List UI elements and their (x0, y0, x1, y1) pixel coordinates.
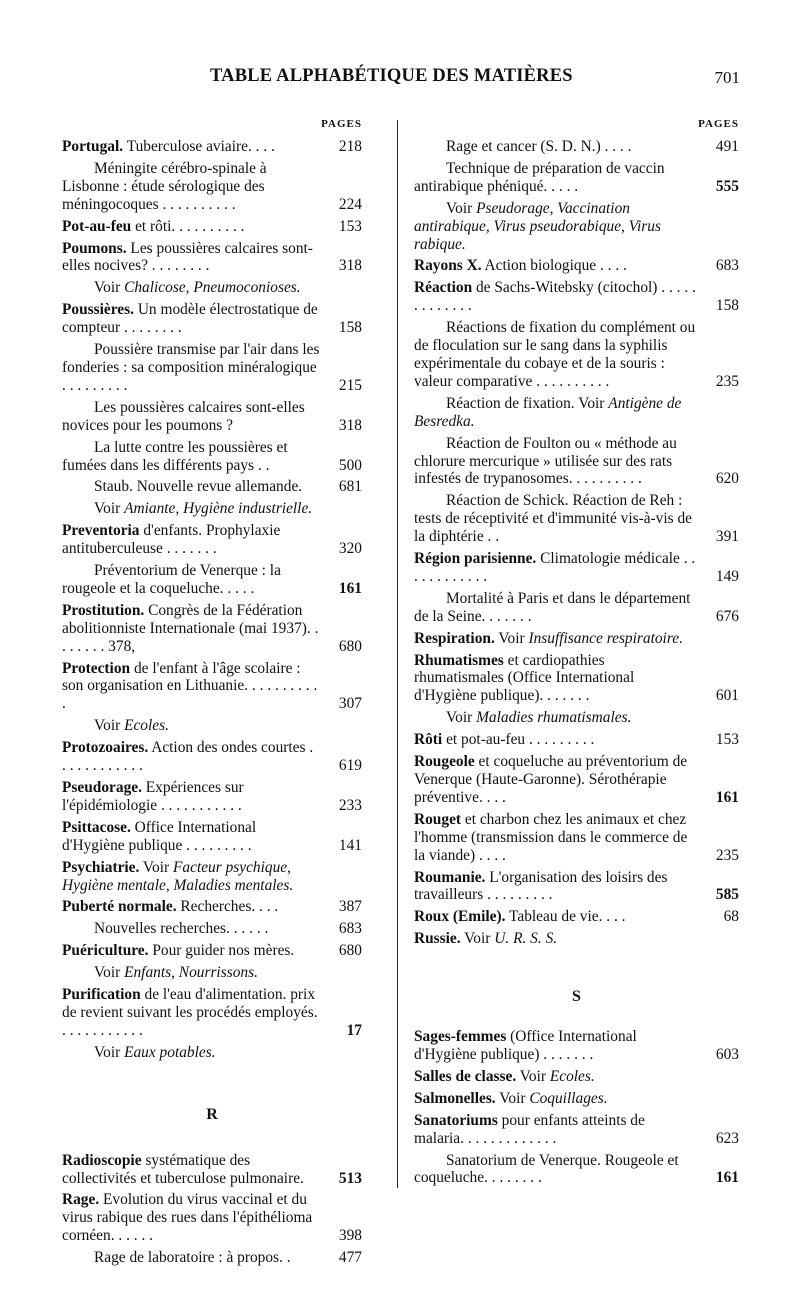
entry-description: pour enfants atteints de malaria. . . . . . . . . . . . . (414, 1111, 645, 1147)
entry-text (414, 652, 697, 706)
index-entry (62, 562, 362, 598)
index-entry (62, 138, 362, 156)
entry-text (414, 908, 697, 926)
entry-keyword: Pot-au-feu (62, 217, 132, 235)
entry-description: et pot-au-feu . . . . . . . . . (442, 731, 595, 749)
entry-keyword: Puériculture. (62, 942, 149, 960)
entry-keyword: Russie. (414, 930, 461, 948)
entry-keyword: Puberté normale. (62, 898, 177, 916)
entry-text (414, 160, 697, 196)
index-entry (414, 869, 739, 905)
page-title: TABLE ALPHABÉTIQUE DES MATIÈRES (210, 66, 573, 86)
entry-keyword: Prostitution. (62, 601, 145, 619)
entry-text (414, 1028, 697, 1064)
entry-page-number: 683 (715, 257, 739, 275)
index-entry (414, 279, 739, 315)
entry-text (414, 1112, 697, 1148)
index-entry (62, 717, 362, 735)
index-entry (414, 1112, 739, 1148)
entry-text (414, 753, 697, 807)
entry-text (414, 395, 697, 431)
entry-description: Climatologie médicale . . . . . . . . . . . . (414, 550, 696, 585)
entry-text (62, 819, 320, 855)
entry-text (62, 522, 320, 558)
entry-keyword: Radioscopie (62, 1151, 142, 1169)
entry-keyword: Psychiatrie. (62, 858, 140, 876)
index-entry (62, 160, 362, 214)
entry-text (414, 138, 697, 156)
index-entry (414, 200, 739, 254)
entry-description: Préventorium de Venerque : la rougeole et la coqueluche. . . . . (62, 562, 281, 597)
left-column (62, 116, 362, 1267)
entry-description: Technique de préparation de vaccin antirabique phéniqué. . . . . (414, 159, 665, 195)
index-entry (414, 1090, 739, 1108)
entry-text (414, 550, 697, 586)
entry-description: et cardiopathies rhumatismales (Office International d'Hygiène publique). . . . . . . (414, 651, 635, 705)
entry-page-number: 318 (338, 257, 362, 275)
entry-page-number: 387 (338, 898, 362, 916)
entry-description: Action des ondes courtes . . . . . . . . . . . . (62, 739, 314, 775)
entry-text (414, 930, 697, 948)
index-entry (414, 1028, 739, 1064)
entry-list (62, 138, 362, 1062)
entry-description: Voir (94, 1043, 125, 1061)
entry-text (62, 439, 320, 475)
entry-description: Staub. Nouvelle revue allemande. (94, 478, 303, 496)
entry-page-number: 681 (338, 478, 362, 496)
index-entry (62, 660, 362, 714)
entry-page-number: 680 (338, 942, 362, 960)
entry-page-number: 141 (338, 836, 362, 854)
entry-text (414, 1090, 697, 1108)
entry-keyword: Sages-femmes (414, 1028, 507, 1046)
page-number: 701 (714, 68, 740, 87)
index-entry (414, 550, 739, 586)
entry-description: Réaction de fixation. Voir (446, 394, 609, 412)
entry-description: Voir (494, 629, 529, 647)
entry-text (414, 811, 697, 865)
entry-keyword: Portugal. (62, 138, 124, 155)
column-divider (397, 120, 398, 1188)
entry-page-number: 149 (715, 567, 739, 585)
entry-text (414, 492, 697, 546)
entry-description: Mortalité à Paris et dans le département de la Seine. . . . . . . (414, 589, 691, 625)
entry-description: Rage de laboratoire : à propos. . (94, 1249, 291, 1267)
entry-description: Recherches. . . . (176, 898, 279, 916)
entry-page-number: 398 (338, 1227, 362, 1245)
index-entry (62, 240, 362, 276)
entry-text (62, 1249, 320, 1267)
entry-page-number: 17 (346, 1021, 362, 1039)
entry-text (62, 279, 320, 297)
index-entry (62, 920, 362, 938)
entry-text (414, 590, 697, 626)
entry-text (62, 779, 320, 815)
entry-description: et charbon chez les animaux et chez l'homme (transmission dans le commerce de la viande) . . . . (414, 810, 688, 864)
entry-description: Expériences sur l'épidémiologie . . . . . . . . . . . (62, 779, 244, 814)
entry-description: d'enfants. Prophylaxie antituberculeuse . . . . . . . (62, 522, 281, 558)
entry-keyword: Rôti (414, 731, 443, 749)
entry-text (414, 279, 697, 315)
index-entry (414, 435, 739, 489)
entry-description: Voir (94, 964, 125, 982)
entry-description: Pour guider nos mères. (148, 942, 295, 960)
index-entry (62, 779, 362, 815)
entry-page-number: 601 (715, 687, 739, 705)
entry-page-number: 603 (715, 1045, 739, 1063)
entry-page-number: 68 (723, 908, 739, 926)
entry-keyword: Réaction (414, 279, 473, 297)
entry-keyword: Sanatoriums (414, 1111, 498, 1129)
entry-page-number: 218 (338, 138, 362, 155)
entry-see-also: Eaux potables. (124, 1043, 216, 1061)
entry-see-also: Pseudorage, Vaccination antirabique, Virus pseudorabique, Virus rabique. (414, 199, 661, 253)
entry-see-also: Insuffisance respiratoire. (528, 629, 683, 647)
entry-description: Méningite cérébro-spinale à Lisbonne : étude sérologique des méningocoques . . . . . . . . . . (62, 159, 267, 213)
entry-list (414, 138, 739, 948)
entry-keyword: Poumons. (62, 239, 127, 257)
entry-see-also: Ecoles. (124, 717, 169, 735)
entry-keyword: Respiration. (414, 629, 495, 647)
index-entry (414, 257, 739, 275)
entry-page-number: 235 (715, 846, 739, 864)
index-entry (414, 908, 739, 926)
index-entry (62, 522, 362, 558)
entry-text (62, 739, 320, 775)
entry-see-also: Facteur psychique, Hygiène mentale, Maladies mentales. (62, 858, 294, 894)
index-entry (62, 819, 362, 855)
index-entry (62, 859, 362, 895)
index-entry (62, 218, 362, 236)
index-entry (62, 964, 362, 982)
entry-see-also: Ecoles. (549, 1067, 595, 1085)
entry-keyword: Poussières. (62, 301, 134, 319)
entry-description: L'organisation des loisirs des travailleurs . . . . . . . . . (414, 868, 668, 904)
column-heading: PAGES (321, 118, 362, 130)
entry-description: et coqueluche au préventorium de Venerque (Haute-Garonne). Sérothérapie préventive. . . . (414, 753, 688, 806)
entry-text (62, 964, 320, 982)
entry-see-also: U. R. S. S. (494, 930, 558, 948)
page-header (60, 66, 740, 96)
entry-page-number: 158 (338, 319, 362, 337)
entry-text (62, 898, 320, 916)
index-entry (414, 1152, 739, 1188)
entry-description: systématique des collectivités et tuberculose pulmonaire. (62, 1151, 304, 1187)
index-entry (414, 731, 739, 749)
entry-keyword: Roumanie. (414, 868, 486, 886)
entry-description: Tableau de vie. . . . (505, 908, 626, 926)
index-entry (62, 500, 362, 518)
entry-keyword: Protozoaires. (62, 739, 149, 757)
entry-page-number: 215 (338, 376, 362, 394)
index-entry (414, 652, 739, 706)
entry-see-also: Chalicose, Pneumoconioses. (124, 279, 301, 297)
entry-description: Tuberculose aviaire. . . . (123, 138, 275, 155)
entry-description: Congrès de la Fédération abolitionniste Internationale (mai 1937). . . . . . . . 378, (62, 601, 319, 655)
entry-text (62, 920, 320, 938)
entry-text (62, 478, 320, 496)
index-entry (414, 753, 739, 807)
entry-keyword: Rhumatismes (414, 651, 504, 669)
entry-description: de Sachs-Witebsky (citochol) . . . . . . . . . . . . . (414, 279, 696, 315)
entry-description: Voir (446, 199, 477, 217)
entry-text (62, 986, 320, 1040)
entry-page-number: 619 (338, 757, 362, 775)
entry-keyword: Salles de classe. (414, 1067, 517, 1085)
entry-text (414, 435, 697, 489)
section-letter-s: S (572, 988, 581, 1006)
entry-page-number: 683 (338, 920, 362, 938)
index-entry (414, 395, 739, 431)
entry-text (414, 1152, 697, 1188)
entry-page-number: 623 (715, 1129, 739, 1147)
entry-keyword: Pseudorage. (62, 779, 142, 796)
entry-text (414, 200, 697, 254)
index-entry (62, 986, 362, 1040)
entry-text (414, 709, 697, 727)
entry-description: Sanatorium de Venerque. Rougeole et coqueluche. . . . . . . . (414, 1151, 679, 1187)
entry-description: Réaction de Schick. Réaction de Reh : tests de réceptivité et d'immunité vis-à-vis de la diphtérie . . (414, 492, 693, 546)
entry-keyword: Roux (Emile). (414, 908, 506, 926)
entry-text (62, 717, 320, 735)
entry-page-number: 320 (338, 540, 362, 558)
index-entry (62, 439, 362, 475)
entry-see-also: Maladies rhumatismales. (476, 709, 632, 727)
entry-text (62, 301, 320, 337)
entry-page-number: 224 (338, 195, 362, 213)
entry-see-also: Amiante, Hygiène industrielle. (124, 500, 313, 518)
entry-text (62, 942, 320, 960)
index-entry (414, 709, 739, 727)
entry-description: Voir (460, 930, 495, 948)
entry-keyword: Rage. (62, 1191, 100, 1209)
index-entry (62, 602, 362, 656)
index-entry (414, 590, 739, 626)
index-entry (62, 478, 362, 496)
entry-description: Office International d'Hygiène publique . . . . . . . . . (62, 818, 257, 854)
entry-see-also: Antigène de Besredka. (414, 394, 682, 430)
entry-description: de l'eau d'alimentation. prix de revient suivant les procédés employés. . . . . . . . . . . . (62, 986, 318, 1039)
entry-list (414, 1028, 739, 1187)
index-entry (62, 399, 362, 435)
entry-page-number: 676 (715, 607, 739, 625)
entry-description: Voir (94, 717, 125, 735)
entry-description: Nouvelles recherches. . . . . . (94, 920, 269, 938)
entry-keyword: Région parisienne. (414, 550, 537, 568)
entry-description: Les poussières calcaires sont-elles nocives? . . . . . . . . (62, 239, 313, 275)
entry-keyword: Protection (62, 659, 131, 677)
entry-keyword: Psittacose. (62, 818, 131, 836)
index-entry (62, 1044, 362, 1062)
entry-text (62, 500, 320, 518)
entry-description: Evolution du virus vaccinal et du virus rabique des rues dans l'épithélioma cornéen. . . . . . (62, 1191, 313, 1245)
entry-text (62, 859, 320, 895)
entry-description: Voir (495, 1089, 530, 1107)
entry-text (62, 1191, 320, 1245)
entry-page-number: 477 (338, 1249, 362, 1267)
index-entry (62, 1249, 362, 1267)
entry-text (414, 257, 697, 275)
entry-description: et rôti. . . . . . . . . . (131, 217, 245, 235)
entry-description: Poussière transmise par l'air dans les fonderies : sa composition minéralogique . . . . . . . . . (62, 341, 320, 394)
entry-description: La lutte contre les poussières et fumées dans les différents pays . . (62, 438, 288, 474)
entry-description: Voir (446, 709, 477, 727)
entry-description: Réaction de Foulton ou « méthode au chlorure mercurique » utilisée sur des rats infestés de trypanosomes. . . . . . . . . . (414, 434, 677, 488)
entry-text (62, 602, 320, 656)
entry-page-number: 555 (715, 177, 739, 195)
index-entry (414, 930, 739, 948)
entry-text (414, 1068, 697, 1086)
entry-page-number: 391 (715, 528, 739, 546)
entry-see-also: Coquillages. (529, 1089, 608, 1107)
entry-page-number: 153 (338, 217, 362, 235)
entry-description: de l'enfant à l'âge scolaire : son organisation en Lithuanie. . . . . . . . . . . (62, 659, 318, 713)
entry-list (62, 1152, 362, 1267)
entry-keyword: Salmonelles. (414, 1089, 496, 1107)
entry-text (414, 869, 697, 905)
entry-keyword: Rougeole (414, 753, 475, 771)
entry-page-number: 491 (715, 138, 739, 155)
entry-page-number: 161 (715, 1169, 739, 1187)
entry-page-number: 235 (715, 372, 739, 390)
entry-text (62, 562, 320, 598)
index-entry (62, 1152, 362, 1188)
index-entry (414, 1068, 739, 1086)
entry-page-number: 513 (338, 1169, 362, 1187)
index-entry (62, 301, 362, 337)
entry-page-number: 500 (338, 456, 362, 474)
index-entry (62, 341, 362, 395)
entry-text (414, 630, 697, 648)
entry-page-number: 161 (338, 579, 362, 597)
entry-keyword: Rouget (414, 810, 462, 828)
entry-text (414, 731, 697, 749)
right-column (414, 116, 739, 1187)
index-entry (414, 160, 739, 196)
entry-keyword: Rayons X. (414, 257, 482, 275)
entry-text (62, 218, 320, 236)
entry-page-number: 318 (338, 416, 362, 434)
index-entry (414, 492, 739, 546)
entry-description: Voir (139, 858, 174, 876)
entry-text (62, 160, 320, 214)
entry-text (62, 660, 320, 714)
entry-description: Rage et cancer (S. D. N.) . . . . (446, 138, 632, 155)
entry-description: Réactions de fixation du complément ou de floculation sur le sang dans la syphilis expérimentale du cobaye et de la souris : valeur comparative . . . . . . . . . . (414, 319, 696, 390)
entry-text (414, 319, 697, 391)
entry-text (62, 1152, 320, 1188)
index-entry (414, 630, 739, 648)
column-heading: PAGES (698, 118, 739, 130)
index-entry (62, 739, 362, 775)
entry-description: (Office International d'Hygiène publique) . . . . . . . (414, 1028, 637, 1063)
entry-page-number: 233 (338, 796, 362, 814)
index-entry (414, 811, 739, 865)
entry-description: Les poussières calcaires sont-elles novices pour les poumons ? (62, 398, 305, 434)
index-entry (62, 898, 362, 916)
entry-page-number: 307 (338, 695, 362, 713)
entry-text (62, 138, 320, 156)
entry-text (62, 341, 320, 395)
entry-page-number: 620 (715, 470, 739, 488)
index-entry (414, 138, 739, 156)
index-entry (62, 1191, 362, 1245)
entry-description: Voir (94, 500, 125, 518)
entry-text (62, 399, 320, 435)
index-entry (62, 942, 362, 960)
entry-description: Voir (94, 279, 125, 297)
index-entry (62, 279, 362, 297)
entry-description: Action biologique . . . . (481, 257, 627, 275)
entry-page-number: 153 (715, 731, 739, 749)
entry-description: Un modèle électrostatique de compteur . . . . . . . . (62, 301, 318, 337)
section-letter-r: R (206, 1105, 218, 1123)
entry-page-number: 161 (715, 788, 739, 806)
entry-see-also: Enfants, Nourrissons. (124, 964, 258, 982)
entry-page-number: 585 (715, 886, 739, 904)
entry-keyword: Preventoria (62, 522, 140, 540)
entry-keyword: Purification (62, 986, 141, 1004)
entry-page-number: 680 (338, 637, 362, 655)
entry-page-number: 158 (715, 297, 739, 315)
index-entry (414, 319, 739, 391)
entry-text (62, 1044, 320, 1062)
entry-description: Voir (516, 1067, 550, 1085)
entry-text (62, 240, 320, 276)
